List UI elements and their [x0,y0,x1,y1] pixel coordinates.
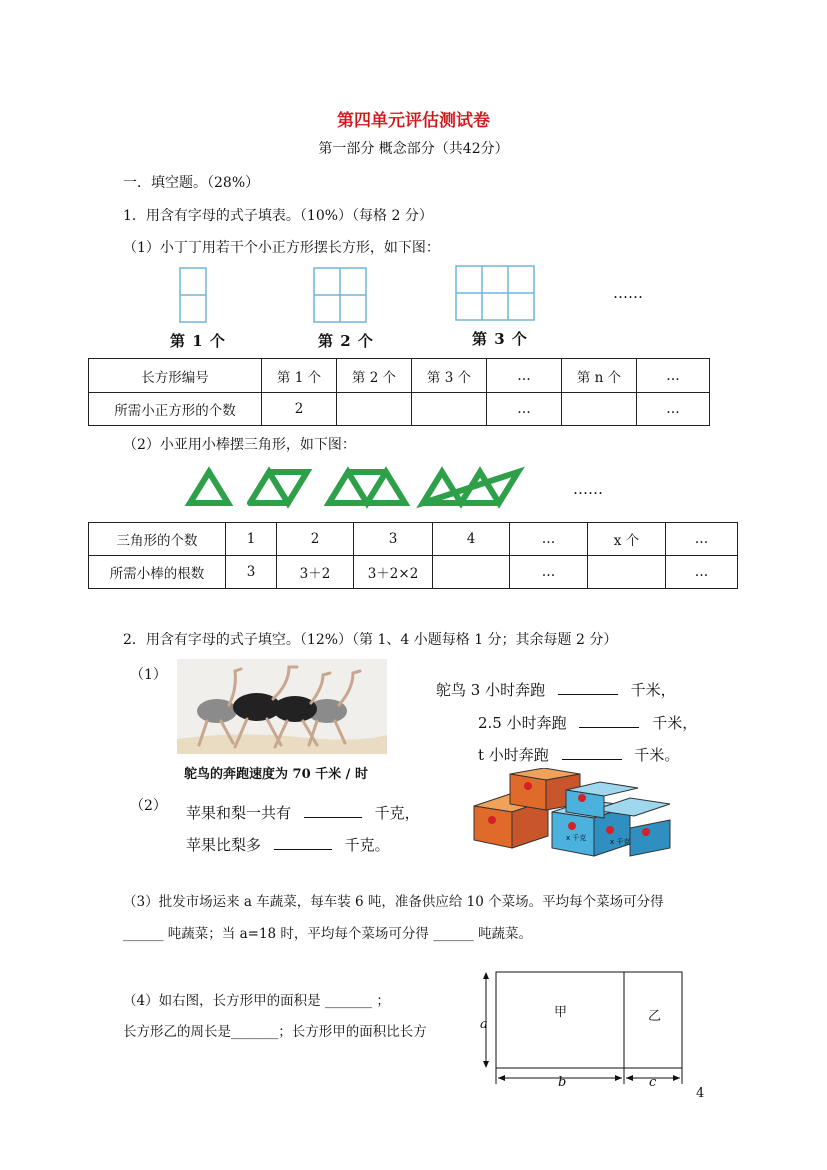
table-cell: … [487,393,562,426]
table-cell: … [510,556,588,589]
question-1-part-2: （2）小亚用小棒摆三角形，如下图： [123,437,356,453]
label-c: c [649,1075,657,1090]
line-text: 千克， [374,804,420,822]
label-a: a [480,1017,488,1032]
answer-blank[interactable] [304,803,362,818]
answer-cell[interactable] [562,393,637,426]
line-text: 千米， [630,681,676,699]
line-text: 千米， [652,714,698,732]
question-1-part-1: （1）小丁丁用若干个小正方形摆长方形，如下图： [123,240,440,256]
question-2-part-3-line-2 [123,922,532,942]
fill-line [436,679,676,700]
answer-cell[interactable] [412,393,487,426]
line-text: 苹果和梨一共有 [186,804,292,822]
table-cell: 2 [277,523,354,556]
answer-cell[interactable] [433,556,510,589]
question-2-part-4: （4）如右图，长方形甲的面积是 _______ ； [123,993,390,1009]
fill-line [186,802,420,823]
fruit-boxes-image [470,768,680,860]
answer-cell[interactable] [337,393,412,426]
answer-blank[interactable] [562,745,622,760]
part-label: （1） [130,667,167,683]
table-cell: 1 [226,523,277,556]
continuation-dots: …… [573,480,603,498]
page-number: 4 [696,1086,705,1101]
line-text: ______ 吨蔬菜。 [433,926,533,942]
line-text: ______ 吨蔬菜；当 a=18 时，平均每个菜场可分得 [123,926,429,942]
table-cell: … [666,556,738,589]
table-cell: 3 [354,523,433,556]
ostrich-caption: 鸵鸟的奔跑速度为 70 千米 / 时 [184,767,368,782]
table-cell: 2 [262,393,337,426]
triangle-figures [180,463,540,513]
box-label: x 千克 [566,834,587,842]
figure-caption-2: 第 2 个 [318,332,374,350]
table-cell: … [487,359,562,393]
label-jia: 甲 [554,1005,568,1020]
question-2-header: 2．用含有字母的式子填空。（12%）（第 1、4 小题每格 1 分；其余每题 2 分） [123,632,618,648]
line-text: t 小时奔跑 [478,746,549,764]
line-text: 2.5 小时奔跑 [478,714,567,732]
table-cell: 第 3 个 [412,359,487,393]
table-cell: … [510,523,588,556]
fill-line [478,744,679,765]
table-cell: … [637,393,710,426]
question-2-part-4-line-2: 长方形乙的周长是_______；长方形甲的面积比长方 [123,1024,427,1040]
table-cell: 第 1 个 [262,359,337,393]
figure-caption-3: 第 3 个 [472,330,528,348]
table-cell: 长方形编号 [89,359,262,393]
rectangle-diagram [474,966,694,1096]
answer-cell[interactable] [588,556,666,589]
table-cell: 所需小棒的根数 [89,556,226,589]
table-cell: 第 n 个 [562,359,637,393]
label-b: b [558,1075,567,1090]
figure-caption-1: 第 1 个 [170,332,226,350]
table-cell: 所需小正方形的个数 [89,393,262,426]
box-label: x 千克 [610,838,631,846]
triangle-table [88,522,738,589]
table-cell: 3 [226,556,277,589]
table-cell: 3＋2 [277,556,354,589]
line-text: 鸵鸟 3 小时奔跑 [436,681,546,699]
table-cell: … [637,359,710,393]
page-subtitle: 第一部分 概念部分（共42分） [318,141,509,157]
page-title: 第四单元评估测试卷 [337,111,490,131]
table-cell: 4 [433,523,510,556]
section-heading: 一．填空题。（28%） [123,175,260,191]
continuation-dots: …… [613,284,643,302]
answer-blank[interactable] [579,713,639,728]
fill-line [478,712,697,733]
table-cell: … [666,523,738,556]
rectangle-table [88,358,710,426]
label-yi: 乙 [648,1009,662,1024]
answer-blank[interactable] [558,680,618,695]
table-cell: 三角形的个数 [89,523,226,556]
answer-blank[interactable] [274,835,332,850]
line-text: 千克。 [344,836,390,854]
question-1-header: 1．用含有字母的式子填表。（10%）（每格 2 分） [123,208,433,224]
part-label: （2） [130,798,167,814]
line-text: 苹果比梨多 [186,836,262,854]
question-2-part-3: （3）批发市场运来 a 车蔬菜，每车装 6 吨，准备供应给 10 个菜场。平均每个菜场可分得 [123,894,664,910]
fill-line [186,834,390,855]
table-cell: 3＋2×2 [354,556,433,589]
table-cell: x 个 [588,523,666,556]
ostrich-image [177,659,387,754]
line-text: 千米。 [634,746,680,764]
table-cell: 第 2 个 [337,359,412,393]
